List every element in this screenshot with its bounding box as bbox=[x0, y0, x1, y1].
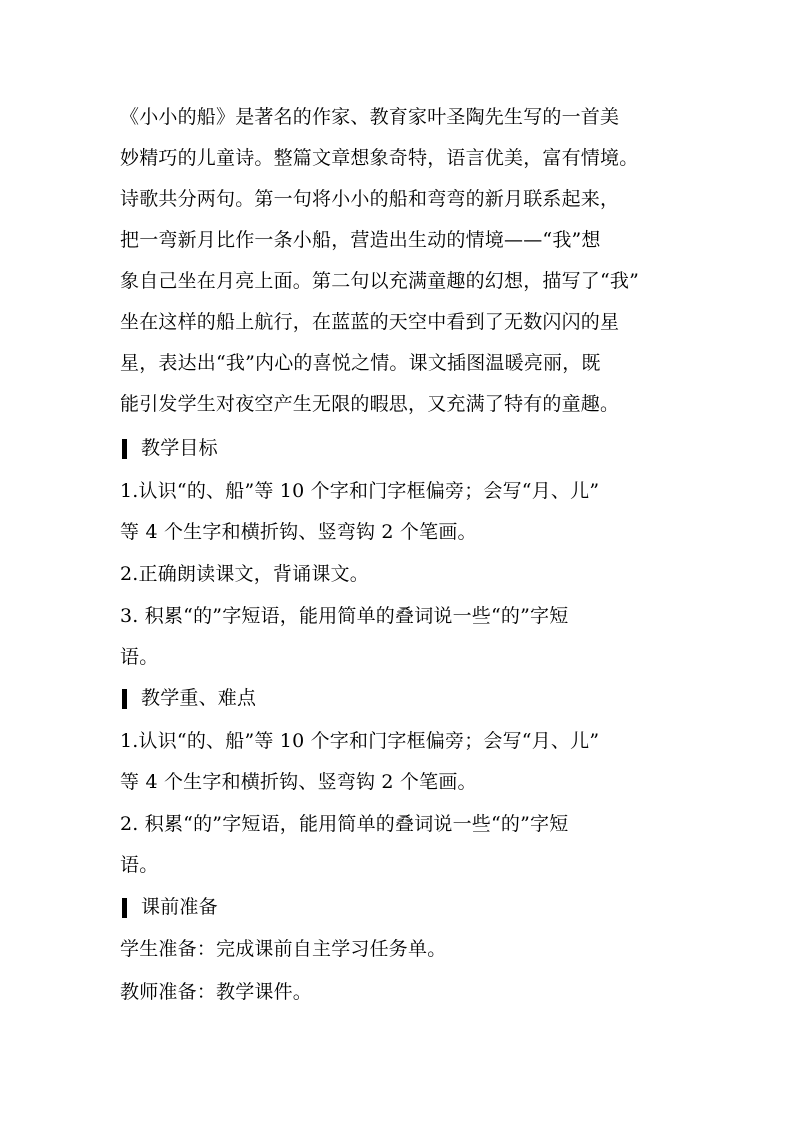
heading-text: 教学重、难点 bbox=[141, 687, 257, 709]
section-heading-keypoints bbox=[120, 683, 256, 714]
intro-line: 坐在这样的船上航行，在蓝蓝的天空中看到了无数闪闪的星 bbox=[120, 311, 620, 333]
keypoints-line: 2. 积累“的”字短语，能用简单的叠词说一些“的”字短 bbox=[120, 813, 569, 835]
section-heading-goals bbox=[120, 433, 218, 464]
heading-marker-icon bbox=[122, 439, 127, 459]
prep-line: 教师准备：教学课件。 bbox=[120, 981, 313, 1003]
heading-text: 课前准备 bbox=[141, 896, 218, 918]
intro-line: 象自己坐在月亮上面。第二句以充满童趣的幻想，描写了“我” bbox=[120, 270, 640, 292]
prep-line: 学生准备：完成课前自主学习任务单。 bbox=[120, 938, 447, 960]
intro-line: 能引发学生对夜空产生无限的暇思，又充满了特有的童趣。 bbox=[120, 393, 620, 415]
intro-line: 星，表达出“我”内心的喜悦之情。课文插图温暖亮丽，既 bbox=[120, 352, 601, 374]
keypoints-line: 1.认识“的、船”等 10 个字和门字框偏旁；会写“月、儿” bbox=[120, 730, 600, 752]
intro-line: 妙精巧的儿童诗。整篇文章想象奇特，语言优美，富有情境。 bbox=[120, 147, 639, 169]
intro-line: 《小小的船》是著名的作家、教育家叶圣陶先生写的一首美 bbox=[120, 106, 620, 128]
intro-line: 把一弯新月比作一条小船，营造出生动的情境——“我”想 bbox=[120, 229, 601, 251]
intro-line: 诗歌共分两句。第一句将小小的船和弯弯的新月联系起来， bbox=[120, 188, 620, 210]
keypoints-line: 等 4 个生字和横折钩、竖弯钩 2 个笔画。 bbox=[120, 771, 477, 793]
heading-marker-icon bbox=[122, 898, 127, 918]
heading-marker-icon bbox=[122, 689, 127, 709]
goals-line: 语。 bbox=[120, 646, 159, 668]
keypoints-line: 语。 bbox=[120, 854, 159, 876]
goals-line: 1.认识“的、船”等 10 个字和门字框偏旁；会写“月、儿” bbox=[120, 480, 600, 502]
section-heading-prep bbox=[120, 892, 218, 923]
heading-text: 教学目标 bbox=[141, 437, 218, 459]
goals-line: 3. 积累“的”字短语，能用简单的叠词说一些“的”字短 bbox=[120, 605, 569, 627]
goals-line: 等 4 个生字和横折钩、竖弯钩 2 个笔画。 bbox=[120, 521, 477, 543]
goals-line: 2.正确朗读课文，背诵课文。 bbox=[120, 563, 369, 585]
